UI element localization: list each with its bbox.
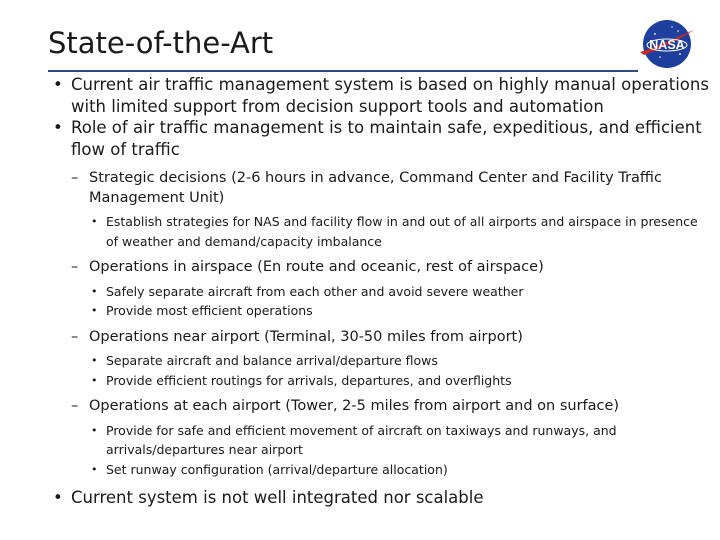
nasa-logo xyxy=(636,18,698,70)
dash-marker: – xyxy=(71,398,79,414)
point-establish-strategies xyxy=(48,212,710,251)
point-safely-separate xyxy=(48,282,710,302)
sub-text: Operations in airspace (En route and oceanic, rest of airspace) xyxy=(89,259,544,275)
bullet-role-of-atm xyxy=(48,117,710,160)
bullet-marker: • xyxy=(91,354,98,367)
sub-text: Operations at each airport (Tower, 2-5 miles from airport and on surface) xyxy=(89,398,620,414)
bullet-text: Current system is not well integrated nor scalable xyxy=(71,488,484,507)
point-text: Provide efficient routings for arrivals, departures, and overflights xyxy=(106,372,512,388)
point-safe-movement xyxy=(48,421,710,460)
bullet-marker: • xyxy=(91,462,98,476)
dash-marker: – xyxy=(71,328,79,345)
logo-text: NASA xyxy=(649,38,685,52)
title-underline xyxy=(48,70,638,72)
point-efficient-operations xyxy=(48,301,710,321)
dash-marker: – xyxy=(71,259,79,275)
sub-operations-each-airport xyxy=(48,397,710,417)
point-text: Safely separate aircraft from each other and avoid severe weather xyxy=(106,283,524,299)
bullet-marker: • xyxy=(91,304,98,317)
bullet-not-integrated xyxy=(48,487,710,509)
point-runway-configuration xyxy=(48,460,710,480)
point-text: Provide most efficient operations xyxy=(106,303,313,318)
sub-operations-near-airport xyxy=(48,328,710,348)
dash-marker: – xyxy=(71,170,79,186)
bullet-text: Role of air traffic management is to maintain safe, expeditious, and efficient flow of traffic xyxy=(71,118,702,159)
point-separate-aircraft xyxy=(48,351,710,371)
bullet-marker: • xyxy=(53,118,63,137)
slide-title: State-of-the-Art xyxy=(48,26,274,60)
sub-text: Operations near airport (Terminal, 30-50 miles from airport) xyxy=(89,328,523,345)
sub-strategic-decisions xyxy=(48,169,710,208)
slide-body xyxy=(48,74,710,509)
bullet-marker: • xyxy=(53,75,63,94)
bullet-marker: • xyxy=(91,423,98,437)
bullet-marker: • xyxy=(53,488,63,507)
point-efficient-routings xyxy=(48,371,710,391)
sub-operations-airspace xyxy=(48,258,710,278)
bullet-marker: • xyxy=(91,373,98,387)
bullet-marker: • xyxy=(91,215,98,228)
point-text: Provide for safe and efficient movement of aircraft on taxiways and runways, and arrivals/departures near airport xyxy=(106,422,617,457)
point-text: Set runway configuration (arrival/departure allocation) xyxy=(106,461,448,477)
bullet-marker: • xyxy=(91,284,98,298)
sub-text: Strategic decisions (2-6 hours in advance, Command Center and Facility Traffic Management Unit) xyxy=(89,170,662,206)
bullet-text: Current air traffic management system is based on highly manual operations with limited support from decision support tools and automation xyxy=(71,75,709,116)
bullet-manual-operations xyxy=(48,74,710,117)
point-text: Separate aircraft and balance arrival/departure flows xyxy=(106,353,438,368)
point-text: Establish strategies for NAS and facility flow in and out of all airports and airspace in presence of weather and demand/capacity imbalance xyxy=(106,214,698,249)
